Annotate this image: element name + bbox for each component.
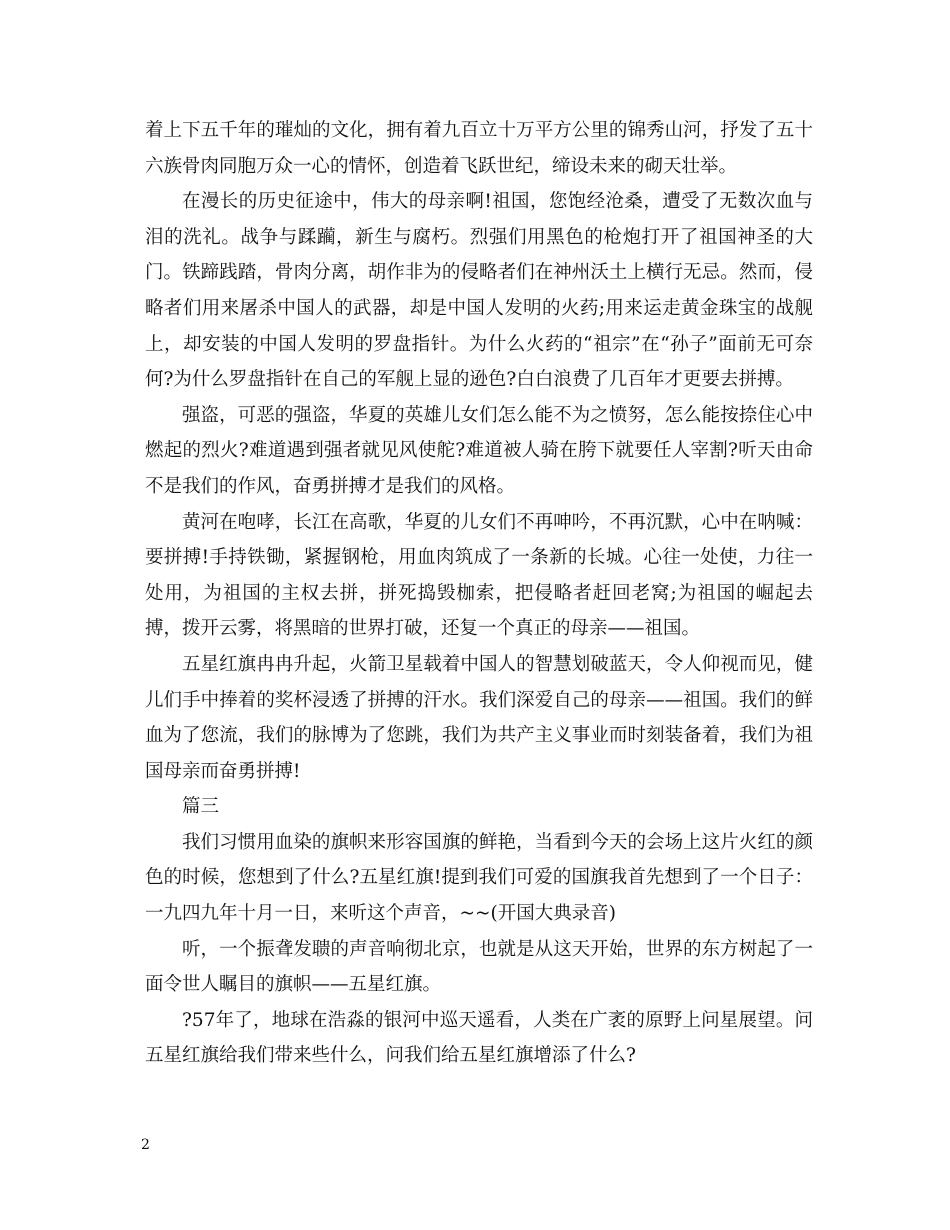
paragraph: 我们习惯用血染的旗帜来形容国旗的鲜艳，当看到今天的会场上这片火红的颜色的时候，您想到了什么?五星红旗!提到我们可爱的国旗我首先想到了一个日子：一九四九年十月一日，来听这个声音，~~(开国大典录音) (145, 831, 813, 925)
paragraph: 强盗，可恶的强盗，华夏的英雄儿女们怎么能不为之愤努，怎么能按捺住心中燃起的烈火?难道遇到强者就见风使舵?难道被人骑在胯下就要任人宰割?听天由命不是我们的作风，奋勇拼搏才是我们的风格。 (145, 404, 813, 497)
paragraph: 黄河在咆哮，长江在高歌，华夏的儿女们不再呻吟，不再沉默，心中在呐喊：要拼搏!手持铁锄，紧握钢枪，用血肉筑成了一条新的长城。心往一处使，力往一处用，为祖国的主权去拼，拼死捣毁枷索，把侵略者赶回老窝;为祖国的崛起去搏，拨开云雾，将黑暗的世界打破，还复一个真正的母亲——祖国。 (145, 511, 813, 640)
body-text (145, 113, 813, 1074)
paragraph: 五星红旗冉冉升起，火箭卫星载着中国人的智慧划破蓝天，令人仰视而见，健儿们手中捧着的奖杯浸透了拼搏的汗水。我们深爱自己的母亲——祖国。我们的鲜血为了您流，我们的脉博为了您跳，我们为共产主义事业而时刻装备着，我们为祖国母亲而奋勇拼搏! (145, 653, 813, 782)
paragraph: ?57年了，地球在浩淼的银河中巡天遥看，人类在广袤的原野上问星展望。问五星红旗给我们带来些什么，问我们给五星红旗增添了什么? (145, 1009, 813, 1067)
paragraph: 在漫长的历史征途中，伟大的母亲啊!祖国，您饱经沧桑，遭受了无数次血与泪的洗礼。战争与蹂躏，新生与腐朽。烈强们用黑色的枪炮打开了祖国神圣的大门。铁蹄践踏，骨肉分离，胡作非为的侵略者们在神州沃土上横行无忌。然而，侵略者们用来屠杀中国人的武器，却是中国人发明的火药;用来运走黄金珠宝的战舰上，却安装的中国人发明的罗盘指针。为什么火药的“祖宗”在“孙子”面前无可奈何?为什么罗盘指针在自己的军舰上显的逊色?白白浪费了几百年才更要去拼搏。 (145, 191, 813, 391)
section-heading: 篇三 (182, 796, 220, 818)
paragraph: 听，一个振聋发聩的声音响彻北京，也就是从这天开始，世界的东方树起了一面令世人瞩目的旗帜——五星红旗。 (145, 938, 813, 996)
paragraph-continuation: 着上下五千年的璀灿的文化，拥有着九百立十万平方公里的锦秀山河，抒发了五十六族骨肉同胞万众一心的情怀，创造着飞跃世纪，缔设未来的砌天壮举。 (145, 120, 813, 177)
page-number: 2 (141, 1137, 150, 1153)
